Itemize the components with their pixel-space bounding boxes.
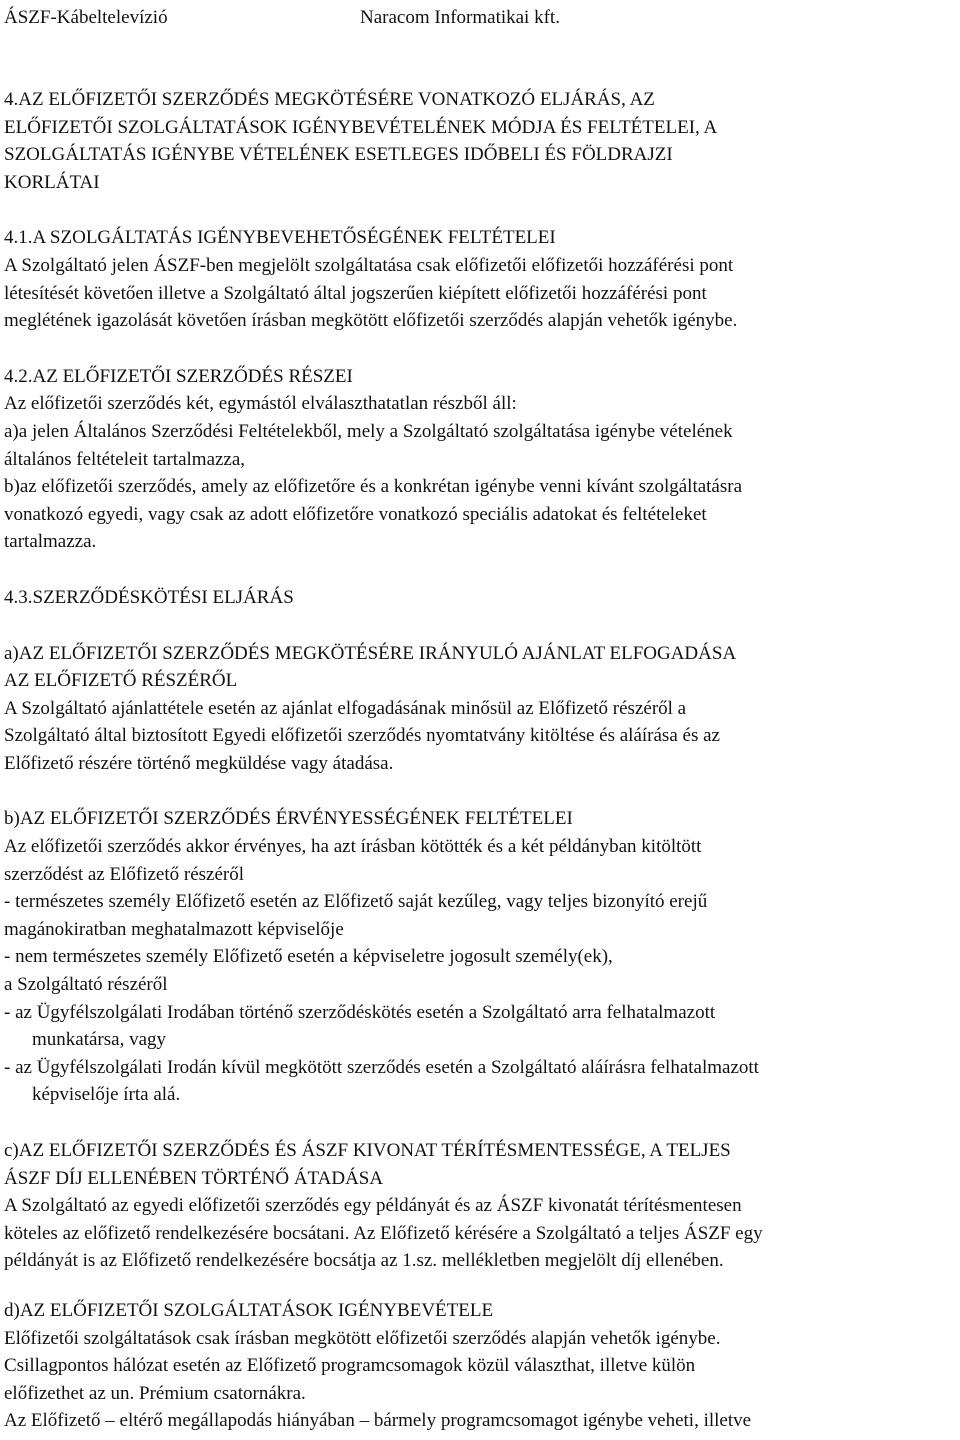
subsection-title: b)AZ ELŐFIZETŐI SZERZŐDÉS ÉRVÉNYESSÉGÉNEK FELTÉTELEI <box>4 808 573 830</box>
paragraph-line: létesítését követően illetve a Szolgáltató által jogszerűen kiépített előfizetői hozzáférési pont <box>4 282 707 304</box>
paragraph-line: köteles az előfizető rendelkezésére bocsátani. Az Előfizető kérésére a Szolgáltató a teljes ÁSZF egy <box>4 1222 763 1244</box>
paragraph-line: Csillagpontos hálózat esetén az Előfizető programcsomagok közül választhat, illetve külön <box>4 1355 696 1377</box>
section-4-2 <box>4 363 954 556</box>
subsection-title: ÁSZF DÍJ ELLENÉBEN TÖRTÉNŐ ÁTADÁSA <box>4 1167 384 1189</box>
section-title: 4.1.A SZOLGÁLTATÁS IGÉNYBEVEHETŐSÉGÉNEK FELTÉTELEI <box>4 227 556 249</box>
paragraph-line: magánokiratban meghatalmazott képviselője <box>4 918 344 940</box>
heading-line: SZOLGÁLTATÁS IGÉNYBE VÉTELÉNEK ESETLEGES IDŐBELI ÉS FÖLDRAJZI <box>4 144 673 166</box>
spacer <box>4 1109 954 1137</box>
paragraph-line: A Szolgáltató jelen ÁSZF-ben megjelölt szolgáltatása csak előfizetői előfizetői hozzáférési pont <box>4 254 734 276</box>
paragraph-line: A Szolgáltató ajánlattétele esetén az ajánlat elfogadásának minősül az Előfizető részéről a <box>4 697 687 719</box>
paragraph-line: meglétének igazolását követően írásban megkötött előfizetői szerződés alapján vehetők igénybe. <box>4 310 738 332</box>
heading-line: KORLÁTAI <box>4 171 100 193</box>
section-4-3 <box>4 584 954 612</box>
spacer <box>4 335 954 363</box>
paragraph-line: általános feltételeit tartalmazza, <box>4 448 246 470</box>
paragraph-line: - az Ügyfélszolgálati Irodában történő szerződéskötés esetén a Szolgáltató arra felhatalmazott <box>4 1001 716 1023</box>
paragraph-line: szerződést az Előfizető részéről <box>4 863 245 885</box>
section-4-3-d <box>4 1297 954 1435</box>
section-4-1 <box>4 224 954 334</box>
paragraph-line: b)az előfizetői szerződés, amely az előfizetőre és a konkrétan igénybe venni kívánt szolgáltatásra <box>4 476 743 498</box>
spacer <box>4 1275 954 1297</box>
subsection-title: c)AZ ELŐFIZETŐI SZERZŐDÉS ÉS ÁSZF KIVONAT TÉRÍTÉSMENTESSÉGE, A TELJES <box>4 1140 731 1161</box>
paragraph-line: a)a jelen Általános Szerződési Feltételekből, mely a Szolgáltató szolgáltatása igénybe vételének <box>4 420 733 442</box>
heading-line: 4.AZ ELŐFIZETŐI SZERZŐDÉS MEGKÖTÉSÉRE VONATKOZÓ ELJÁRÁS, AZ <box>4 89 655 110</box>
spacer <box>4 777 954 805</box>
section-4-heading <box>4 86 954 196</box>
spacer <box>4 612 954 640</box>
heading-line: ELŐFIZETŐI SZOLGÁLTATÁSOK IGÉNYBEVÉTELÉNEK MÓDJA ÉS FELTÉTELEI, A <box>4 116 718 138</box>
section-4-3-c <box>4 1137 954 1275</box>
paragraph-line: tartalmazza. <box>4 531 97 553</box>
subsection-title: d)AZ ELŐFIZETŐI SZOLGÁLTATÁSOK IGÉNYBEVÉTELE <box>4 1299 494 1321</box>
spacer <box>4 196 954 224</box>
paragraph-line: a Szolgáltató részéről <box>4 974 168 996</box>
paragraph-line: - természetes személy Előfizető esetén az Előfizető saját kezűleg, vagy teljes bizonyító erejű <box>4 891 708 913</box>
section-title: 4.3.SZERZŐDÉSKÖTÉSI ELJÁRÁS <box>4 586 294 608</box>
paragraph-line: Előfizető részére történő megküldése vagy átadása. <box>4 752 394 774</box>
header-right-text: Naracom Informatikai kft. <box>360 7 560 28</box>
subsection-title: AZ ELŐFIZETŐ RÉSZÉRŐL <box>4 670 238 692</box>
subsection-title: a)AZ ELŐFIZETŐI SZERZŐDÉS MEGKÖTÉSÉRE IRÁNYULÓ AJÁNLAT ELFOGADÁSA <box>4 642 737 664</box>
paragraph-line: előfizethet az un. Prémium csatornákra. <box>4 1382 306 1404</box>
page-header <box>4 4 954 32</box>
section-title: 4.2.AZ ELŐFIZETŐI SZERZŐDÉS RÉSZEI <box>4 365 353 387</box>
section-4-3-a <box>4 640 954 778</box>
paragraph-line: - az Ügyfélszolgálati Irodán kívül megkötött szerződés esetén a Szolgáltató aláírásra felhatalmazott <box>4 1056 759 1078</box>
paragraph-line: példányát is az Előfizető rendelkezésére bocsátja az 1.sz. mellékletben megjelölt díj ellenében. <box>4 1250 724 1272</box>
paragraph-line: vonatkozó egyedi, vagy csak az adott előfizetőre vonatkozó speciális adatokat és feltételeket <box>4 503 707 525</box>
spacer <box>4 556 954 584</box>
paragraph-line: Előfizetői szolgáltatások csak írásban megkötött előfizetői szerződés alapján vehetők igénybe. <box>4 1327 721 1349</box>
paragraph-line: Szolgáltató által biztosított Egyedi előfizetői szerződés nyomtatvány kitöltése és aláírása és az <box>4 725 720 747</box>
paragraph-line-indented: munkatársa, vagy <box>32 1029 167 1051</box>
paragraph-line: - nem természetes személy Előfizető esetén a képviseletre jogosult személy(ek), <box>4 946 613 968</box>
paragraph-line: Az Előfizető – eltérő megállapodás hiányában – bármely programcsomagot igénybe veheti, illetve <box>4 1410 752 1432</box>
paragraph-line-indented: képviselője írta alá. <box>32 1084 181 1106</box>
paragraph-line: Az előfizetői szerződés akkor érvényes, ha azt írásban kötötték és a két példányban kitöltött <box>4 836 702 858</box>
paragraph-line: Az előfizetői szerződés két, egymástól elválaszthatatlan részből áll: <box>4 393 517 415</box>
section-4-3-b <box>4 805 954 1109</box>
paragraph-line: A Szolgáltató az egyedi előfizetői szerződés egy példányát és az ÁSZF kivonatát térítésmentesen <box>4 1195 742 1217</box>
spacer <box>4 32 954 86</box>
header-left-text: ÁSZF-Kábeltelevízió <box>4 7 168 28</box>
